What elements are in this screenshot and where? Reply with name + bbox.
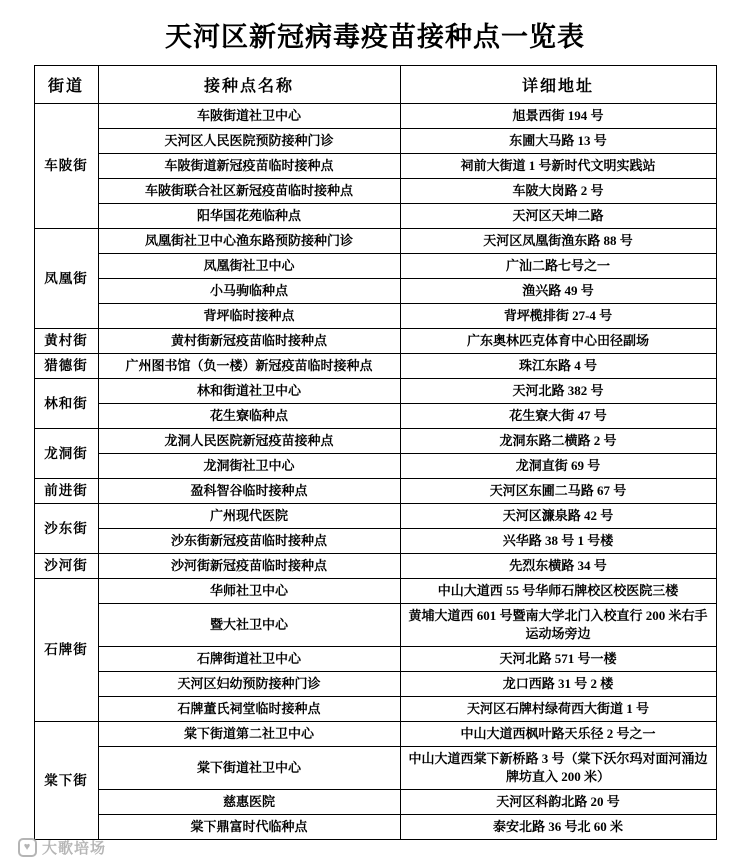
site-name-cell: 车陂街道社卫中心 xyxy=(98,104,400,129)
site-name-cell: 沙河街新冠疫苗临时接种点 xyxy=(98,554,400,579)
site-name-cell: 天河区妇幼预防接种门诊 xyxy=(98,672,400,697)
site-address-cell: 中山大道西棠下新桥路 3 号（棠下沃尔玛对面河涌边牌坊直入 200 米） xyxy=(400,747,716,790)
table-row xyxy=(34,604,716,647)
header-row xyxy=(34,66,716,104)
site-address-cell: 车陂大岗路 2 号 xyxy=(400,179,716,204)
site-name-cell: 阳华国花苑临种点 xyxy=(98,204,400,229)
site-name-cell: 暨大社卫中心 xyxy=(98,604,400,647)
street-cell: 沙河街 xyxy=(34,554,98,579)
street-cell: 前进街 xyxy=(34,479,98,504)
site-name-cell: 沙东街新冠疫苗临时接种点 xyxy=(98,529,400,554)
site-address-cell: 龙洞东路二横路 2 号 xyxy=(400,429,716,454)
table-row xyxy=(34,722,716,747)
site-name-cell: 天河区人民医院预防接种门诊 xyxy=(98,129,400,154)
table-row xyxy=(34,554,716,579)
site-name-cell: 慈惠医院 xyxy=(98,790,400,815)
site-address-cell: 天河区石牌村绿荷西大街道 1 号 xyxy=(400,697,716,722)
site-name-cell: 凤凰街社卫中心 xyxy=(98,254,400,279)
site-address-cell: 广东奥林匹克体育中心田径副场 xyxy=(400,329,716,354)
street-cell: 车陂街 xyxy=(34,104,98,229)
table-row xyxy=(34,790,716,815)
site-name-cell: 车陂街道新冠疫苗临时接种点 xyxy=(98,154,400,179)
table-row xyxy=(34,454,716,479)
site-name-cell: 黄村街新冠疫苗临时接种点 xyxy=(98,329,400,354)
site-address-cell: 旭景西街 194 号 xyxy=(400,104,716,129)
site-address-cell: 黄埔大道西 601 号暨南大学北门入校直行 200 米右手运动场旁边 xyxy=(400,604,716,647)
site-address-cell: 花生寮大街 47 号 xyxy=(400,404,716,429)
site-address-cell: 天河区东圃二马路 67 号 xyxy=(400,479,716,504)
table-row xyxy=(34,747,716,790)
table-row xyxy=(34,279,716,304)
table-row xyxy=(34,647,716,672)
vaccination-sites-table xyxy=(34,65,717,840)
site-address-cell: 天河北路 382 号 xyxy=(400,379,716,404)
street-cell: 猎德街 xyxy=(34,354,98,379)
site-address-cell: 龙洞直街 69 号 xyxy=(400,454,716,479)
site-name-cell: 花生寮临种点 xyxy=(98,404,400,429)
site-name-cell: 林和街道社卫中心 xyxy=(98,379,400,404)
site-name-cell: 石牌街道社卫中心 xyxy=(98,647,400,672)
site-name-cell: 凤凰街社卫中心渔东路预防接种门诊 xyxy=(98,229,400,254)
watermark xyxy=(18,837,106,858)
table-row xyxy=(34,179,716,204)
site-name-cell: 棠下鼎富时代临种点 xyxy=(98,815,400,840)
table-row xyxy=(34,504,716,529)
page-title: 天河区新冠病毒疫苗接种点一览表 xyxy=(165,22,585,52)
site-address-cell: 天河区天坤二路 xyxy=(400,204,716,229)
table-row xyxy=(34,697,716,722)
site-address-cell: 天河区科韵北路 20 号 xyxy=(400,790,716,815)
site-name-cell: 龙洞人民医院新冠疫苗接种点 xyxy=(98,429,400,454)
site-address-cell: 天河区濂泉路 42 号 xyxy=(400,504,716,529)
street-cell: 凤凰街 xyxy=(34,229,98,329)
site-name-cell: 小马驹临种点 xyxy=(98,279,400,304)
site-address-cell: 先烈东横路 34 号 xyxy=(400,554,716,579)
table-row xyxy=(34,404,716,429)
table-row xyxy=(34,254,716,279)
watermark-text: 大歌培场 xyxy=(42,840,107,857)
site-address-cell: 天河区凤凰街渔东路 88 号 xyxy=(400,229,716,254)
site-address-cell: 广汕二路七号之一 xyxy=(400,254,716,279)
site-address-cell: 兴华路 38 号 1 号楼 xyxy=(400,529,716,554)
col-header-address: 详细地址 xyxy=(400,66,716,104)
site-name-cell: 盈科智谷临时接种点 xyxy=(98,479,400,504)
street-cell: 石牌街 xyxy=(34,579,98,722)
table-row xyxy=(34,129,716,154)
table-row xyxy=(34,229,716,254)
table-row xyxy=(34,479,716,504)
col-header-site-name: 接种点名称 xyxy=(98,66,400,104)
site-name-cell: 背坪临时接种点 xyxy=(98,304,400,329)
watermark-logo-icon: ♥ xyxy=(18,838,37,857)
site-address-cell: 东圃大马路 13 号 xyxy=(400,129,716,154)
site-address-cell: 渔兴路 49 号 xyxy=(400,279,716,304)
site-name-cell: 龙洞街社卫中心 xyxy=(98,454,400,479)
site-name-cell: 广州现代医院 xyxy=(98,504,400,529)
table-row xyxy=(34,304,716,329)
site-address-cell: 中山大道西枫叶路天乐径 2 号之一 xyxy=(400,722,716,747)
table-row xyxy=(34,354,716,379)
table-row xyxy=(34,672,716,697)
site-address-cell: 泰安北路 36 号北 60 米 xyxy=(400,815,716,840)
site-address-cell: 珠江东路 4 号 xyxy=(400,354,716,379)
site-name-cell: 棠下街道第二社卫中心 xyxy=(98,722,400,747)
site-address-cell: 祠前大街道 1 号新时代文明实践站 xyxy=(400,154,716,179)
table-row xyxy=(34,529,716,554)
site-address-cell: 天河北路 571 号一楼 xyxy=(400,647,716,672)
street-cell: 沙东街 xyxy=(34,504,98,554)
site-name-cell: 车陂街联合社区新冠疫苗临时接种点 xyxy=(98,179,400,204)
table-row xyxy=(34,204,716,229)
table-row xyxy=(34,815,716,840)
col-header-street: 街道 xyxy=(34,66,98,104)
site-address-cell: 背坪榄排街 27-4 号 xyxy=(400,304,716,329)
street-cell: 黄村街 xyxy=(34,329,98,354)
table-row xyxy=(34,329,716,354)
site-name-cell: 棠下街道社卫中心 xyxy=(98,747,400,790)
street-cell: 棠下街 xyxy=(34,722,98,840)
site-name-cell: 华师社卫中心 xyxy=(98,579,400,604)
site-address-cell: 中山大道西 55 号华师石牌校区校医院三楼 xyxy=(400,579,716,604)
street-cell: 林和街 xyxy=(34,379,98,429)
site-name-cell: 广州图书馆（负一楼）新冠疫苗临时接种点 xyxy=(98,354,400,379)
table-row xyxy=(34,104,716,129)
table-row xyxy=(34,154,716,179)
table-row xyxy=(34,429,716,454)
table-row xyxy=(34,579,716,604)
site-address-cell: 龙口西路 31 号 2 楼 xyxy=(400,672,716,697)
street-cell: 龙洞街 xyxy=(34,429,98,479)
site-name-cell: 石牌董氏祠堂临时接种点 xyxy=(98,697,400,722)
table-row xyxy=(34,379,716,404)
